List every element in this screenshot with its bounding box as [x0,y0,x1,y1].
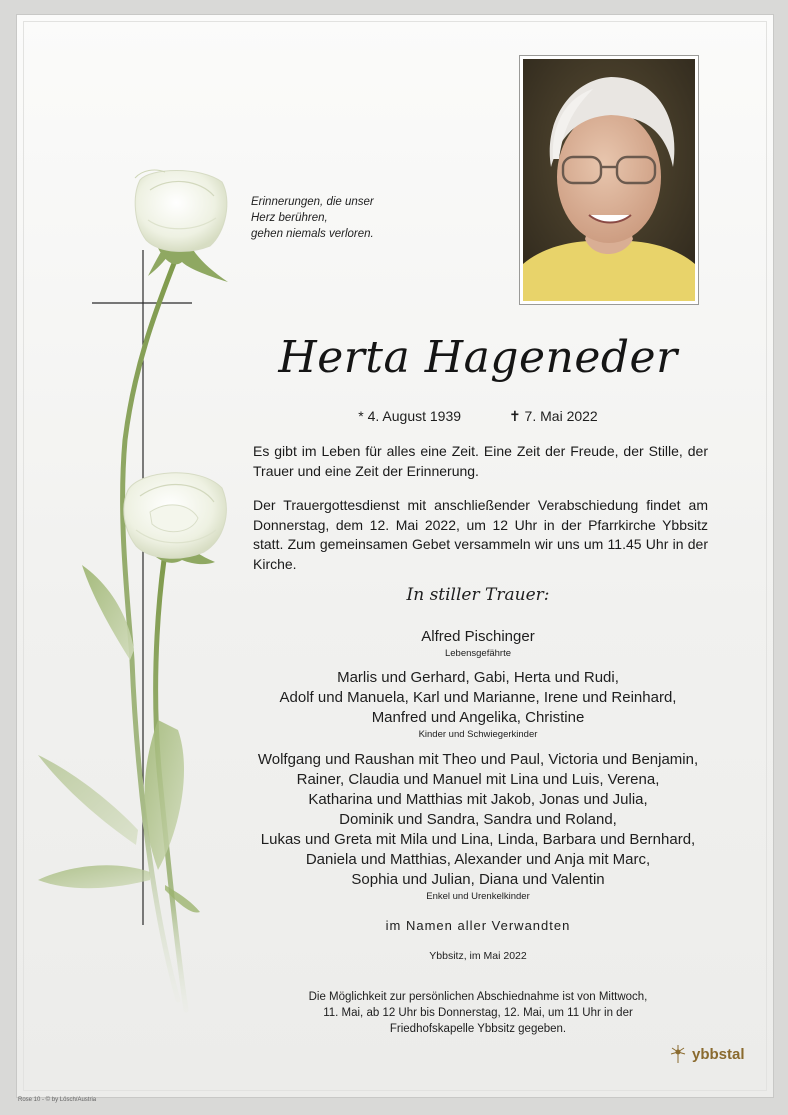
grandchildren-line: Dominik und Sandra, Sandra und Roland, [339,811,617,828]
grandchildren-role: Enkel und Urenkelkinder [426,891,530,902]
grandchildren-line: Wolfgang und Raushan mit Theo und Paul, Victoria und Benjamin, [257,751,699,768]
farewell-notice [240,989,716,1037]
intro-paragraph: Es gibt im Leben für alles eine Zeit. Eine Zeit der Freude, der Stille, der Trauer und eine Zeit der Erinnerung. [253,443,708,479]
ybbstal-logo [668,1044,745,1064]
mourning-heading: In stiller Trauer: [406,585,550,605]
partner-name: Alfred Pischinger [421,628,535,645]
partner-block [240,627,716,660]
deceased-name: Herta Hageneder [278,332,678,383]
logo-text: ybbstal [692,1045,745,1063]
farewell-line: Die Möglichkeit zur persönlichen Abschiednahme ist von Mittwoch, [308,991,648,1003]
birth-date: * 4. August 1939 [358,408,462,424]
quote-line: Herz berühren, [251,212,328,224]
children-line: Marlis und Gerhard, Gabi, Herta und Rudi, [337,669,619,686]
portrait-image [523,59,695,301]
quote-line: Erinnerungen, die unser [251,196,374,208]
relatives-line: im Namen aller Verwandten [385,918,571,933]
quote-line: gehen niemals verloren. [251,228,374,240]
dandelion-icon [668,1044,688,1064]
footer-note: Rose 10 - © by Lösch/Austria [18,1097,97,1103]
memorial-quote [251,194,411,242]
grandchildren-line: Katharina und Matthias mit Jakob, Jonas und Julia, [308,791,648,808]
grandchildren-line: Sophia und Julian, Diana und Valentin [351,871,605,888]
children-line: Manfred und Angelika, Christine [371,709,585,726]
farewell-line: 11. Mai, ab 12 Uhr bis Donnerstag, 12. Mai, um 11 Uhr in der [323,1007,633,1019]
children-role: Kinder und Schwiegerkinder [418,729,538,740]
grandchildren-line: Rainer, Claudia und Manuel mit Lina und Luis, Verena, [296,771,660,788]
life-dates [250,408,706,425]
partner-role: Lebensgefährte [444,648,512,659]
death-date: ✝ 7. Mai 2022 [508,408,598,424]
grandchildren-line: Lukas und Greta mit Mila und Lina, Linda, Barbara und Bernhard, [260,831,696,848]
children-line: Adolf und Manuela, Karl und Marianne, Irene und Reinhard, [279,689,677,706]
place-date: Ybbsitz, im Mai 2022 [429,950,527,962]
farewell-line: Friedhofskapelle Ybbsitz gegeben. [389,1023,567,1035]
grandchildren-line: Daniela und Matthias, Alexander und Anja mit Marc, [305,851,651,868]
portrait-photo [519,55,699,305]
service-paragraph: Der Trauergottesdienst mit anschließender Verabschiedung findet am Donnerstag, dem 12. Mai 2022, um 12 Uhr in der Pfarrkirche Ybbsitz statt. Zum gemeinsamen Gebet versammeln wir uns um 11.45 Uhr in der Kirche. [253,497,708,572]
children-block [240,668,716,741]
grandchildren-block [240,750,716,903]
